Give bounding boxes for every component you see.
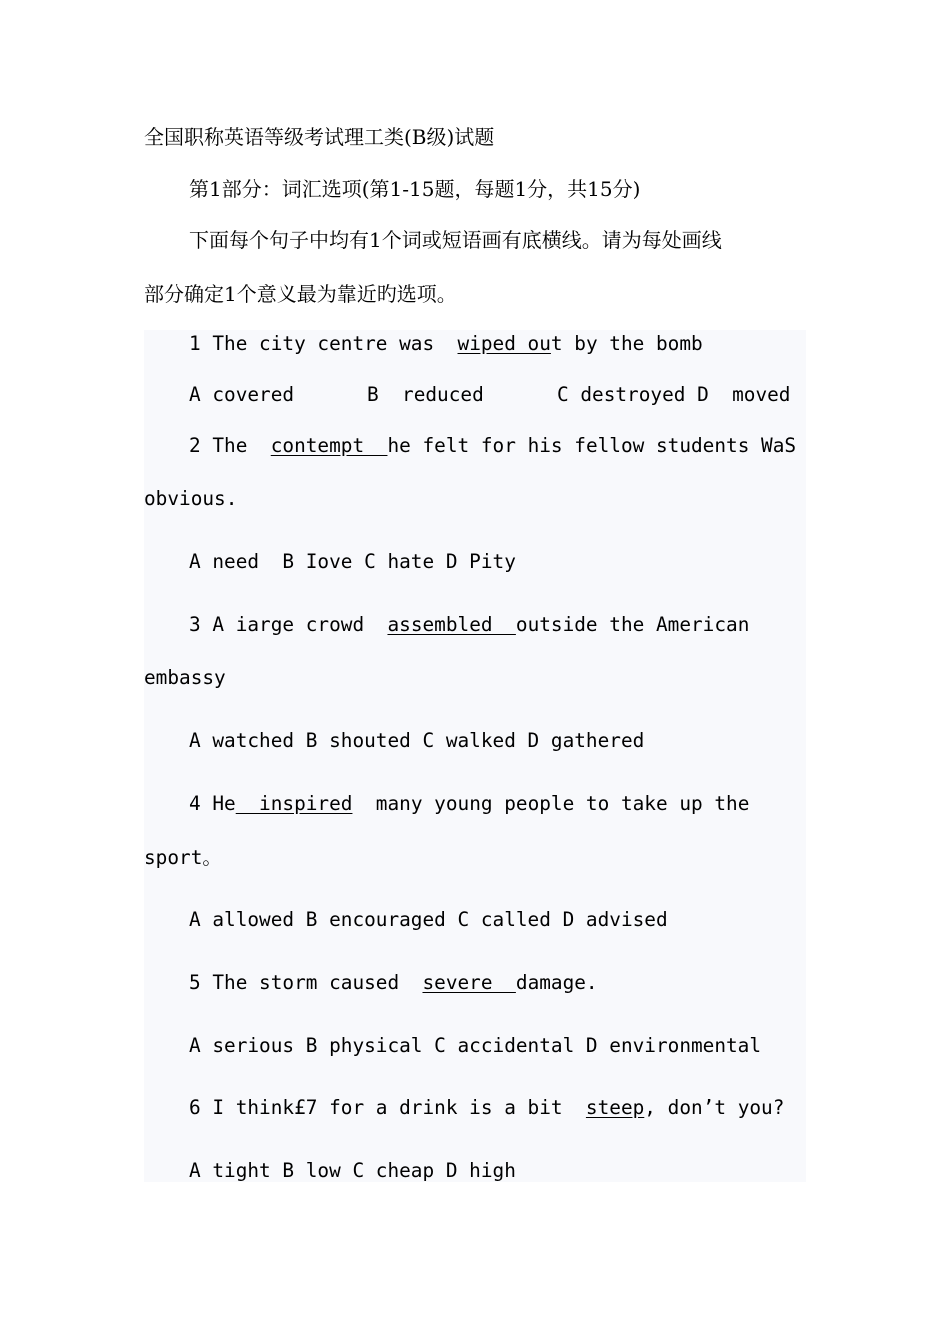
question-3-text-pre: 3 A iarge crowd	[189, 613, 388, 636]
question-6-text-pre: 6 I think£7 for a drink is a bit	[189, 1096, 586, 1119]
question-6-underlined: steep	[585, 1096, 645, 1119]
question-4-wrap: sport。	[144, 846, 222, 869]
section-heading: 第1部分：词汇选项(第1-15题，每题1分，共15分)	[189, 177, 641, 201]
instructions-line-2: 部分确定1个意义最为靠近旳选项。	[144, 282, 457, 306]
question-5-text-pre: 5 The storm caused	[189, 971, 423, 994]
question-2-wrap: obvious.	[144, 487, 238, 510]
question-1	[189, 331, 703, 357]
question-1-option-a: A covered	[189, 383, 295, 406]
question-1-underlined: wiped ou	[457, 332, 551, 355]
question-2-text-pre: 2 The	[189, 434, 271, 457]
question-4-text-post: many young people to take up the	[352, 792, 750, 815]
question-5-text-post: damage.	[515, 971, 598, 994]
instructions-line-1: 下面每个句子中均有1个词或短语画有底横线。请为每处画线	[189, 228, 722, 252]
question-2	[189, 433, 796, 459]
question-3-underlined: assembled	[387, 613, 516, 636]
question-6-text-post: , don’t you?	[644, 1096, 785, 1119]
question-6-options: A tight B low C cheap D high	[189, 1159, 516, 1182]
question-3-text-post: outside the American	[515, 613, 750, 636]
question-1-text-post: t by the bomb	[550, 332, 703, 355]
question-3-wrap: embassy	[144, 666, 226, 689]
question-3	[189, 612, 749, 638]
question-4-text-pre: 4 He	[189, 792, 236, 815]
question-4	[189, 791, 749, 817]
question-5-underlined: severe	[422, 971, 516, 994]
question-5	[189, 970, 598, 996]
question-2-options: A need B Iove C hate D Pity	[189, 550, 516, 573]
question-6	[189, 1095, 784, 1121]
question-4-underlined: inspired	[235, 792, 353, 815]
question-2-underlined: contempt	[270, 434, 388, 457]
document-title: 全国职称英语等级考试理工类(B级)试题	[144, 125, 495, 149]
question-2-text-post: he felt for his fellow students WaS	[387, 434, 797, 457]
question-1-text-pre: 1 The city centre was	[189, 332, 458, 355]
question-1-option-b: B reduced	[367, 383, 484, 406]
question-3-options: A watched B shouted C walked D gathered	[189, 729, 645, 752]
question-5-options: A serious B physical C accidental D environmental	[189, 1034, 762, 1057]
question-1-option-c-d: C destroyed D moved	[557, 383, 791, 406]
question-4-options: A allowed B encouraged C called D advised	[189, 908, 668, 931]
